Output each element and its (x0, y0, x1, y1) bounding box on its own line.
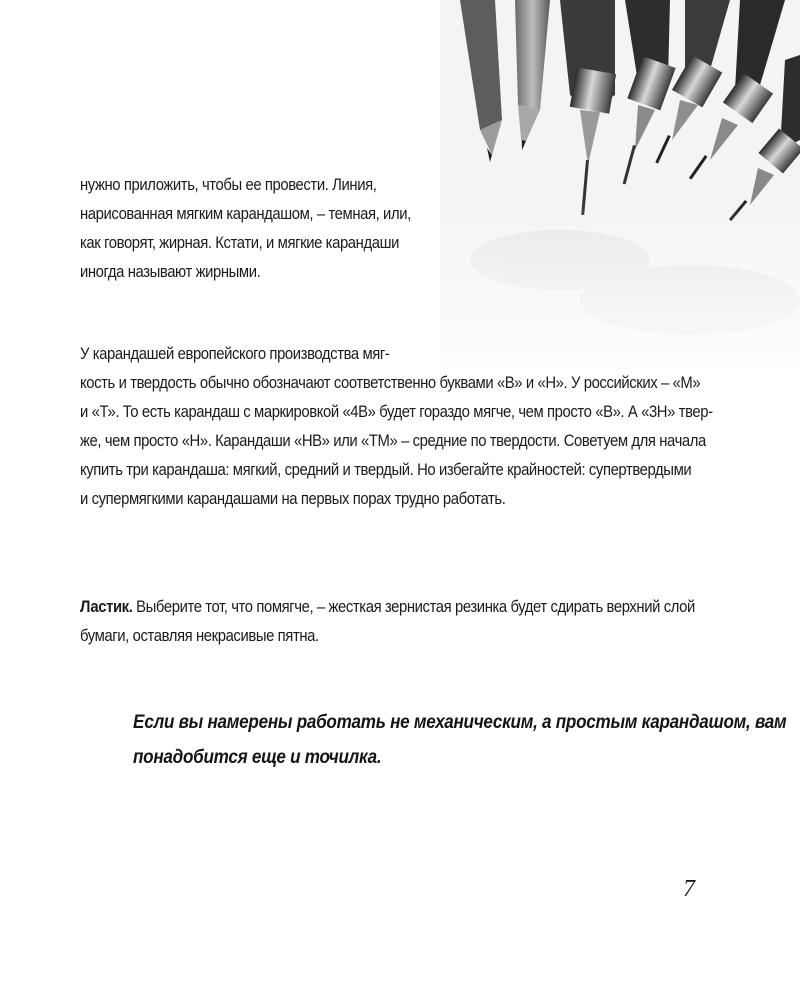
paragraph-line (80, 593, 695, 622)
paragraph-line: кость и твердость обычно обозначают соответственно буквами «B» и «H». У российских – «М» (80, 374, 701, 392)
paragraph-line: же, чем просто «H». Карандаши «HB» или «ТМ» – средние по твердости. Советуем для начала (80, 432, 706, 450)
pencils-photo (440, 0, 800, 365)
paragraph-line: и супермягкими карандашами на первых порах трудно работать. (80, 490, 506, 508)
paragraph-line-text: Выберите тот, что помягче, – жесткая зернистая резинка будет сдирать верхний слой (132, 598, 695, 616)
paragraph-hardness-markings (80, 340, 713, 514)
callout-line: Если вы намерены работать не механическим, а простым карандашом, вам (133, 712, 787, 733)
paragraph-line: как говорят, жирная. Кстати, и мягкие карандаши (80, 234, 399, 252)
paragraph-soft-pencils (80, 171, 411, 287)
paragraph-line: У карандашей европейского производства мяг- (80, 345, 390, 363)
paragraph-eraser (80, 593, 695, 651)
paragraph-line: купить три карандаша: мягкий, средний и твердый. Но избегайте крайностей: супертвердыми (80, 461, 692, 479)
paragraph-line: бумаги, оставляя некрасивые пятна. (80, 627, 319, 645)
eraser-heading: Ластик. (80, 598, 133, 616)
paragraph-line: иногда называют жирными. (80, 263, 261, 281)
paragraph-line: нарисованная мягким карандашом, – темная, или, (80, 205, 411, 223)
paragraph-line: нужно приложить, чтобы ее провести. Линия, (80, 176, 377, 194)
page-number: 7 (683, 876, 695, 902)
callout-line: понадобится еще и точилка. (133, 747, 382, 768)
sharpener-callout (133, 705, 786, 775)
paragraph-line: и «Т». То есть карандаш с маркировкой «4B» будет гораздо мягче, чем просто «B». А «3H» твер- (80, 403, 713, 421)
